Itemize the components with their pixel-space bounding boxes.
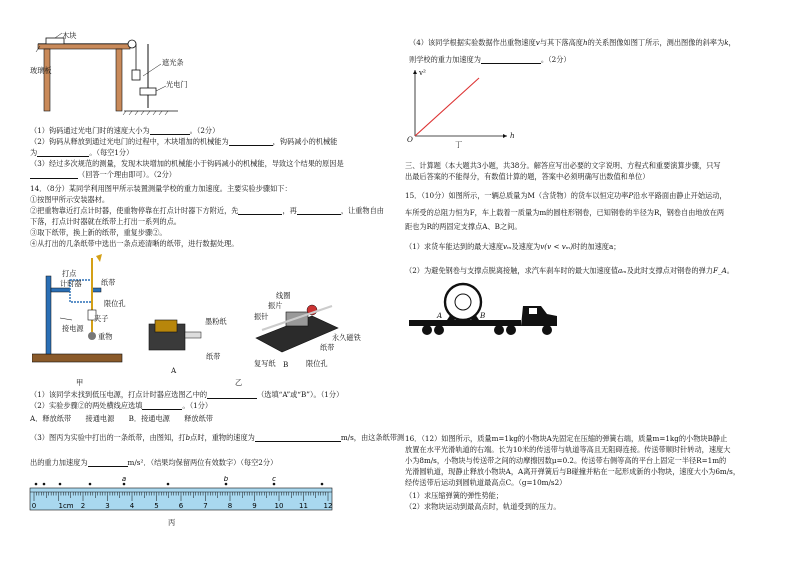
q16-sub-2: （2）求物块运动到最高点时，轨道受到的压力。 bbox=[405, 502, 561, 511]
ruler-tick-label: 0 bbox=[31, 502, 37, 510]
b-paper-label: 复写纸 bbox=[254, 359, 276, 368]
tape-dot bbox=[225, 483, 228, 486]
b-needle-label: 振针 bbox=[254, 312, 269, 321]
tape-dot bbox=[273, 483, 276, 486]
q14-4-line-2: 则学校的重力加速度为 。（2分） bbox=[409, 55, 571, 64]
q15-line-3: 距也为R的两固定支撑点A、B之间。 bbox=[405, 222, 522, 231]
graph-caption: 丁 bbox=[455, 140, 463, 149]
tape-dot bbox=[35, 483, 38, 486]
jia-clip-label: 夹子 bbox=[94, 314, 109, 323]
jia-hole-label: 限位孔 bbox=[104, 299, 126, 308]
ruler-tick-label: 1cm bbox=[58, 502, 74, 510]
q16-line-5: 经传送带后运动到圆轨道最高点C。（g=10m/s2） bbox=[405, 478, 567, 487]
ruler-tick-label: 5 bbox=[154, 502, 159, 510]
q15-line-2: 车所受的总阻力恒为F，车上载着一质量为m的圆柱形钢卷，已知钢卷的半径为R，钢卷自由地放在两 bbox=[405, 208, 725, 217]
ruler-figure bbox=[26, 476, 336, 516]
q13-line-2: （2）钩码从释放到通过光电门的过程中，木块增加的机械能为 ，钩码减小的机械能 bbox=[30, 137, 338, 146]
tape-dot bbox=[167, 483, 170, 486]
ruler-tick-label: 3 bbox=[105, 502, 110, 510]
ruler-tick-label: 6 bbox=[178, 502, 184, 510]
a-label: A bbox=[171, 366, 177, 375]
ruler-tick-label: 12 bbox=[323, 502, 333, 510]
truck-point-a: A bbox=[437, 311, 443, 320]
label-block: 木块 bbox=[62, 31, 77, 40]
q14-options: A．释放纸带 接通电源 B．接通电源 释放纸带 bbox=[30, 414, 213, 423]
tape-point-label: b bbox=[223, 476, 229, 483]
q15-line-5: （2）为避免钢卷与支撑点脱离接触，求汽车刹车时的最大加速度值aₘ及此时支撑点对钢卷的弹力F_A。 bbox=[405, 266, 734, 275]
jia-weight-label: 重物 bbox=[98, 332, 113, 341]
b-magnet-label: 永久磁铁 bbox=[332, 333, 361, 342]
a-tape-label: 纸带 bbox=[206, 352, 221, 361]
graph-xlabel: h bbox=[510, 131, 515, 140]
b-hole-label: 限位孔 bbox=[306, 359, 328, 368]
jia-caption: 甲 bbox=[76, 378, 84, 387]
q14-4-line-1: （4）该同学根据实验数据作出重物速度v与其下落高度h的关系图像如图丁所示，测出图像的斜率为k， bbox=[409, 38, 736, 47]
b-tape-label: 纸带 bbox=[320, 343, 335, 352]
tape-dot bbox=[43, 483, 46, 486]
label-plate: 玻璃板 bbox=[30, 66, 52, 75]
q16-line-4: 光滑圆轨道，现静止释放小物块A，A离开弹簧后与B碰撞并粘在一起形成新的小物块，速度大小为6m/s， bbox=[405, 467, 741, 476]
b-coil-label: 线圈 bbox=[276, 291, 291, 300]
q13-line-1: （1）钩码通过光电门时的速度大小为 。（2分） bbox=[30, 126, 220, 135]
q14-line-6: ④从打出的几条纸带中选出一条点迹清晰的纸带，进行数据处理。 bbox=[30, 239, 239, 248]
graph-ylabel: v² bbox=[419, 68, 426, 77]
tape-dot bbox=[123, 483, 126, 486]
ruler-tick-label: 9 bbox=[252, 502, 257, 510]
q13-line-3: 为 。（每空1分） bbox=[30, 148, 134, 157]
jia-tape-label: 纸带 bbox=[101, 278, 116, 287]
ruler-tick-label: 2 bbox=[80, 502, 86, 510]
q14-line-2: ①按图甲所示安装器材。 bbox=[30, 195, 110, 204]
q13-line-5: （回答一个理由即可）。（2分） bbox=[30, 170, 176, 179]
section3-line-1: 三、计算题（本大题共3小题，共38分。解答应写出必要的文字说明、方程式和重要演算步骤，只写 bbox=[405, 161, 721, 170]
ruler-tick-label: 7 bbox=[203, 502, 208, 510]
ruler-tick-label: 8 bbox=[227, 502, 233, 510]
q16-line-3: 小为8m/s，小物块与传送带之间的动摩擦因数μ=0.2。传送带右侧等高的平台上固定一半径R=1m的 bbox=[405, 456, 727, 465]
jia-timer-label-2: 计时器 bbox=[60, 279, 82, 288]
tape-point-label: c bbox=[272, 476, 276, 483]
jia-timer-label: 打点 bbox=[62, 269, 77, 278]
q15-line-4: （1）求货车能达到的最大速度vₘ及速度为v(v < vₘ)时的加速度a； bbox=[405, 242, 621, 251]
q15-line-1: 15．（10分）如图所示，一辆总质量为M（含货物）的货车以恒定功率P沿水平路面由静止开始运动， bbox=[405, 191, 727, 200]
timer-a-figure bbox=[145, 316, 205, 356]
q14-line-5: ③取下纸带，换上新的纸带，重复步骤②。 bbox=[30, 228, 167, 237]
truck-point-b: B bbox=[480, 311, 486, 320]
yi-caption: 乙 bbox=[235, 378, 243, 387]
label-gate: 光电门 bbox=[166, 80, 188, 89]
q16-sub-1: （1）求压缩弹簧的弹性势能； bbox=[405, 491, 504, 500]
q14-sub-3: （3）图丙为实验中打出的一条纸带，由图知，打b点时，重物的速度为 m/s，由这条纸带测 bbox=[30, 433, 405, 442]
ruler-tick-label: 4 bbox=[129, 502, 135, 510]
truck-figure bbox=[407, 280, 567, 344]
q14-sub-1: （1）该同学未找到低压电源，打点计时器应选图乙中的 （选填“A”或“B”）。（1分） bbox=[30, 390, 344, 399]
tape-dot bbox=[321, 483, 324, 486]
q16-line-2: 放置在水平光滑轨道的右端。长为10米的传送带与轨道等高且无阻碍连接。传送带顺时针转动，速度大 bbox=[405, 445, 731, 454]
ruler-caption: 丙 bbox=[168, 518, 176, 527]
tape-dot bbox=[59, 483, 62, 486]
q14-sub-2: （2）实验步骤②的两处横线应选填 。（1分） bbox=[30, 401, 213, 410]
q16-line-1: 16．（12）如图所示，质量m=1kg的小物块A先固定在压缩的弹簧右端，质量m=1kg的小物块B静止 bbox=[405, 434, 728, 443]
q14-line-4: 下落，打点计时器就在纸带上打出一系列的点。 bbox=[30, 217, 181, 226]
a-paper-label: 墨粉纸 bbox=[205, 317, 227, 326]
q14-line-3: ②把重物靠近打点计时器，使重物停靠在打点计时器下方附近，先 ，再 ，让重物自由 bbox=[30, 206, 384, 215]
tape-point-label: a bbox=[121, 476, 127, 483]
q14-sub-4: 出的重力加速度为 m/s²．（结果均保留两位有效数字）（每空2分） bbox=[30, 458, 278, 467]
section3-line-2: 出最后答案的不能得分，有数值计算的题，答案中必须明确写出数值和单位） bbox=[405, 172, 650, 181]
graph-origin: O bbox=[407, 135, 413, 144]
jia-power-label: 接电源 bbox=[62, 324, 84, 333]
b-vib-label: 振片 bbox=[268, 301, 283, 310]
ruler-tick-label: 11 bbox=[299, 502, 308, 510]
tape-dot bbox=[89, 483, 92, 486]
ruler-tick-label: 10 bbox=[274, 502, 284, 510]
q14-line-1: 14．（8分）某同学利用图甲所示装置测量学校的重力加速度。主要实验步骤如下： bbox=[30, 184, 292, 193]
right-column bbox=[397, 0, 794, 561]
q13-line-4: （3）经过多次规范的测量，发现木块增加的机械能小于钩码减小的机械能，导致这个结果的原因是 bbox=[30, 159, 344, 168]
label-shade: 遮光条 bbox=[162, 58, 184, 67]
figure-jia bbox=[32, 252, 142, 376]
photogate-figure bbox=[28, 26, 218, 122]
b-label: B bbox=[283, 360, 289, 369]
